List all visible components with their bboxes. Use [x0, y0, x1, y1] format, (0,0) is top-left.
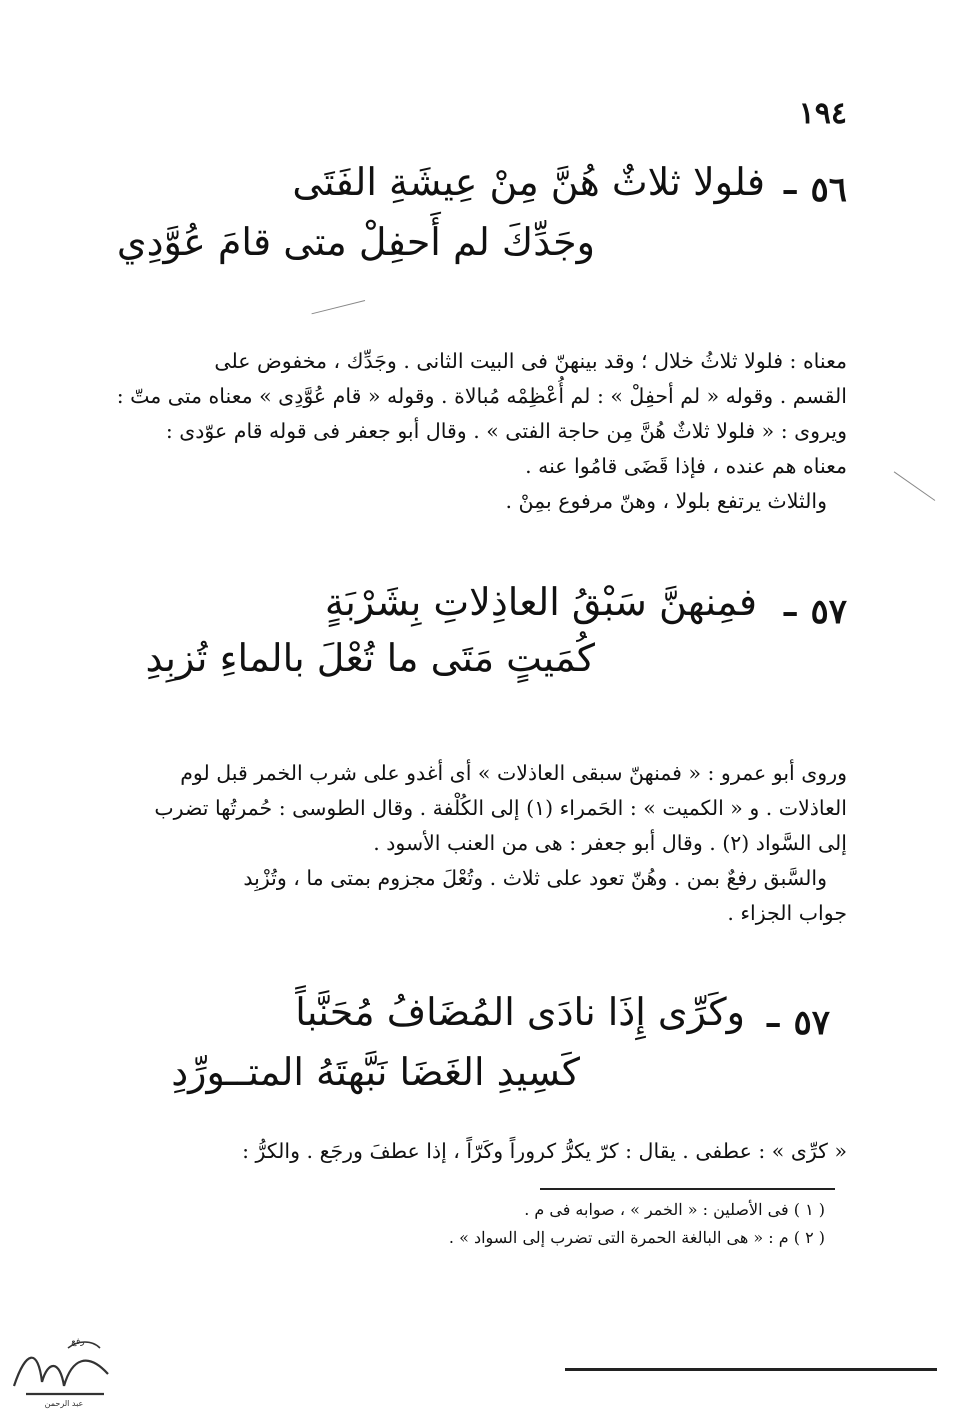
verse-57-second-hemistich: كُمَيتٍ مَتَى ما تُعْلَ بالماءِ تُزبِدِ [145, 636, 595, 680]
verse-57b-first-hemistich: وكَرِّى إِذَا نادَى المُضَافُ مُحَنَّباً [295, 990, 745, 1034]
scan-mark [312, 300, 366, 314]
verse-number-57-b: ٥٧ – [764, 1003, 830, 1043]
commentary-line: القسم . وقوله « لم أحفِلْ » : لم أُعْظِمْه مُبالاة . وقوله « قام عُوَّدِى » معناه متى متّ : [116, 384, 847, 408]
commentary-line: إلى السَّواد (٢) . وقال أبو جعفر : هى من العنب الأسود . [373, 831, 847, 855]
commentary-line: معناه : فلولا ثلاثُ خلال ؛ وقد بينهنّ فى البيت الثانى . وجَدِّك ، مخفوض على [214, 349, 847, 373]
verse-57b-second-hemistich: كَسِيدِ الغَضَا نَبَّهتَهُ المتــورِّدِ [171, 1050, 580, 1094]
footnote-separator [540, 1188, 835, 1190]
scan-mark [894, 471, 936, 500]
library-stamp [8, 1330, 120, 1410]
commentary-line: جواب الجزاء . [727, 901, 847, 925]
svg-text:رفع: رفع [71, 1337, 85, 1347]
verse-57-first-hemistich: فمِنهنَّ سَبْقُ العاذِلاتِ بِشَرْبَةٍ [324, 580, 757, 624]
commentary-line: معناه هم عنده ، فإذا قَضَى قامُوا عنه . [525, 454, 847, 478]
footnotes [449, 1196, 825, 1252]
commentary-line: « كرِّى » : عطفى . يقال : كرّ يكرُّ كروراً وكَرّاً ، إذا عطفَ ورجَع . والكرُّ : [242, 1139, 847, 1163]
footnote-2: ( ٢ ) م : « هى البالغة الحمرة التى تضرب إلى السواد » . [448, 1228, 825, 1247]
verse-number-56: ٥٦ – [781, 170, 847, 210]
footnote-1: ( ١ ) فى الأصلين : « الخمر » ، صوابه فى م . [524, 1200, 825, 1219]
commentary-line: والسَّبق رفعٌ بمن . وهُنّ تعود على ثلاث . وتُعْلَ مجزوم بمتى ما ، وتُزْبِد [243, 866, 827, 890]
stamp-calligraphy-icon [8, 1330, 120, 1410]
commentary-verse-56 [112, 344, 847, 519]
page-number: ١٩٤ [798, 96, 847, 131]
verse-56-second-hemistich: وجَدِّكَ لم أَحفِلْ متى قامَ عُوَّدِي [116, 220, 595, 264]
commentary-line: ويروى : « فلولا ثلاثٌ هُنَّ مِن حاجة الفتى » . وقال أبو جعفر فى قوله قام عوّدى : [165, 419, 847, 443]
commentary-line: العاذلات . و « الكميت » : الحَمراء (١) إلى الكُلْفة . وقال الطوسى : حُمرتُها تضرب [154, 796, 847, 820]
verse-number-57: ٥٧ – [781, 592, 847, 632]
commentary-verse-57b [112, 1134, 847, 1169]
commentary-line: والثلاث يرتفع بلولا ، وهنّ مرفوع بمِنْ . [505, 489, 827, 513]
commentary-verse-57 [112, 756, 847, 931]
svg-text:عبد الرحمن: عبد الرحمن [44, 1399, 84, 1408]
bottom-rule [565, 1368, 937, 1371]
commentary-line: وروى أبو عمرو : « فمنهنّ سبقى العاذلات » أى أغدو على شرب الخمر قبل لوم [180, 761, 847, 785]
verse-56-first-hemistich: فلولا ثلاثٌ هُنَّ مِنْ عِيشَةِ الفَتَى [292, 160, 765, 204]
